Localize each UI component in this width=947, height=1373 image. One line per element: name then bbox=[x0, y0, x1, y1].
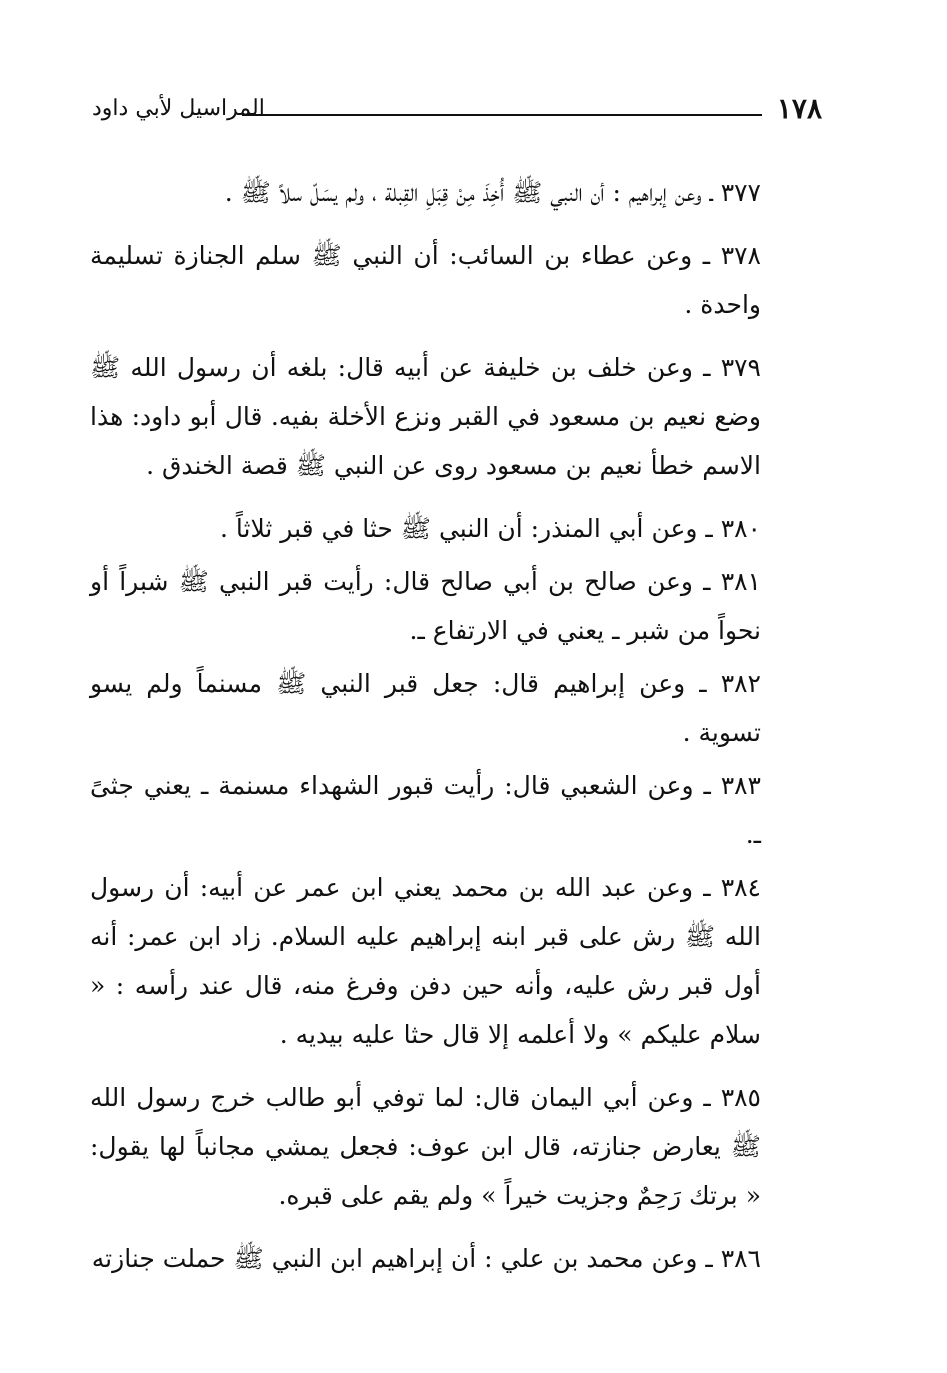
hadith-381: ٣٨١ ـ وعن صالح بن أبي صالح قال: رأيت قبر النبي ﷺ شبراً أو نحواً من شبر ـ يعني في الارتفاع ـ. bbox=[90, 567, 761, 645]
page-body bbox=[90, 168, 825, 1283]
hadith-379: ٣٧٩ ـ وعن خلف بن خليفة عن أبيه قال: بلغه أن رسول الله ﷺ وضع نعيم بن مسعود في القبر ونزع الأخلة بفيه. قال أبو داود: هذا الاسم خطأ نعيم بن مسعود روى عن النبي ﷺ قصة الخندق . bbox=[90, 353, 761, 480]
hadith-380: ٣٨٠ ـ وعن أبي المنذر: أن النبي ﷺ حثا في قبر ثلاثاً . bbox=[219, 514, 761, 543]
hadith-385: ٣٨٥ ـ وعن أبي اليمان قال: لما توفي أبو طالب خرج رسول الله ﷺ يعارض جنازته، قال ابن عوف: فجعل يمشي مجانباً لها يقول: « برتك رَحِمٌ وجزيت خيراً » ولم يقم على قبره. bbox=[90, 1083, 761, 1210]
hadith-377: ٣٧٧ ـ وعن إبراهيم : أن النبي ﷺ أُخِذَ مِنْ قِبَلِ القِبلة ، ولم يسَلّ سلاً ﷺ . bbox=[224, 178, 761, 207]
page-number: ١٧٨ bbox=[776, 92, 822, 125]
hadith-386: ٣٨٦ ـ وعن محمد بن علي : أن إبراهيم ابن النبي ﷺ حملت جنازته bbox=[91, 1244, 761, 1273]
hadith-382: ٣٨٢ ـ وعن إبراهيم قال: جعل قبر النبي ﷺ مسنماً ولم يسو تسوية . bbox=[90, 669, 761, 747]
book-title: المراسيل لأبي داود bbox=[92, 96, 265, 121]
hadith-384: ٣٨٤ ـ وعن عبد الله بن محمد يعني ابن عمر عن أبيه: أن رسول الله ﷺ رش على قبر ابنه إبراهيم عليه السلام. زاد ابن عمر: أنه أول قبر رش عليه، وأنه حين دفن وفرغ منه، قال عند رأسه : « سلام عليكم » ولا أعلمه إلا قال حثا عليه بيديه . bbox=[90, 873, 761, 1049]
page-header bbox=[92, 92, 822, 132]
hadith-378: ٣٧٨ ـ وعن عطاء بن السائب: أن النبي ﷺ سلم الجنازة تسليمة واحدة . bbox=[90, 241, 761, 319]
header-rule bbox=[242, 114, 762, 116]
hadith-383: ٣٨٣ ـ وعن الشعبي قال: رأيت قبور الشهداء مسنمة ـ يعني جثىً ـ. bbox=[90, 771, 761, 849]
